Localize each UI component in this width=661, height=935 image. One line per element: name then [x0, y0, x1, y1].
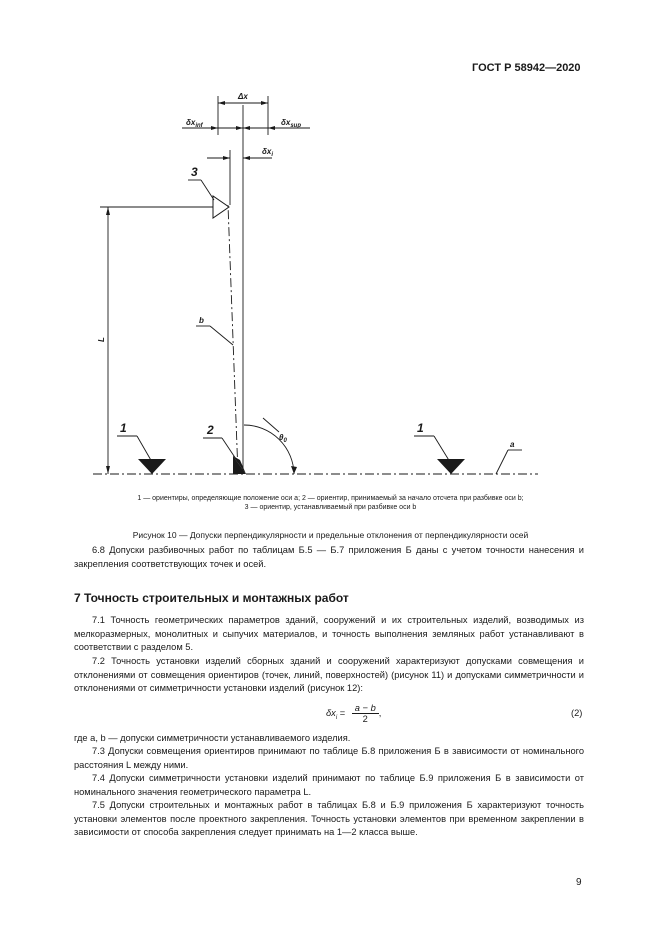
arrow [236, 126, 243, 130]
marker-label-1-right: 1 [417, 421, 424, 435]
arrow [106, 466, 110, 474]
axis-a-leader [496, 450, 508, 474]
axis-b-leader [210, 326, 233, 345]
paragraph-7-4: 7.4 Допуски симметричности установки изделий принимают по таблице Б.9 приложения Б в зависимости от номинального значения геометрического параметра L. [74, 773, 584, 797]
formula-2: $\delta x_i$ = $\frac{a - b}{2}$ , [326, 703, 382, 724]
arrow [211, 126, 218, 130]
label-dx: Δx [238, 92, 248, 101]
figure-caption: Рисунок 10 — Допуски перпендикулярности и предельные отклонения от перпендикулярности осей [132, 530, 529, 540]
figure-legend-line2: 3 — ориентир, устанавливаемый при разбивке оси b [244, 504, 417, 511]
label-dx-inf: $\delta x_{inf}$ [186, 118, 203, 129]
arrow [243, 156, 250, 160]
arrow [106, 207, 110, 215]
paragraph-7-2: 7.2 Точность установки изделий сборных зданий и сооружений характеризуют допусками совмещения и отклонениями от совмещения ориентиров (точек, линий, поверхностей) (рисунок 11) и допусками симметричности и отклонениями от симметричности установки изделий (рисунок 12): [74, 656, 584, 693]
marker-label-3: 3 [191, 165, 198, 179]
marker-1-right-orientir [437, 459, 465, 474]
marker-label-2: 2 [207, 423, 214, 437]
arrow [291, 466, 297, 474]
marker-label-1-left: 1 [120, 421, 127, 435]
axis-b-line [228, 205, 238, 474]
formula-number: (2) [571, 708, 583, 718]
arrow [218, 101, 225, 105]
marker-1-left-orientir [138, 459, 166, 474]
paragraph-7-3: 7.3 Допуски совмещения ориентиров принимают по таблице Б.8 приложения Б в зависимости от номинального расстояния L между ними. [74, 746, 584, 770]
angle-theta-arc [244, 425, 294, 474]
paragraph-6-8: 6.8 Допуски разбивочных работ по таблицам Б.5 — Б.7 приложения Б даны с учетом точности нанесения и закрепления соответствующих точек и осей. [74, 545, 584, 569]
label-theta: $\theta_0$ [279, 433, 287, 444]
section-7-title: 7 Точность строительных и монтажных работ [74, 591, 349, 605]
label-dx-i: $\delta x_i$ [262, 147, 274, 158]
paragraph-where: где a, b — допуски симметричности устанавливаемого изделия. [74, 733, 351, 743]
arrow [243, 126, 250, 130]
arrow [223, 156, 230, 160]
label-L: L [97, 337, 106, 342]
arrow [261, 101, 268, 105]
marker-3-orientir [213, 196, 229, 218]
label-a: a [510, 440, 515, 449]
page-number: 9 [576, 877, 582, 888]
label-b: b [199, 316, 204, 325]
document-id: ГОСТ Р 58942—2020 [472, 62, 581, 74]
figure-legend-line1: 1 — ориентиры, определяющие положение оси a; 2 — ориентир, принимаемый за начало отсчета при разбивке оси b; [137, 495, 524, 502]
label-dx-sup: $\delta x_{sup}$ [281, 118, 302, 129]
paragraph-7-1: 7.1 Точность геометрических параметров зданий, сооружений и их строительных изделий, возводимых из мелкоразмерных, монолитных и сыпучих материалов, и точность выполнения земляных работ устанавливают в соответствии с разделом 5. [74, 615, 584, 652]
arrow [268, 126, 275, 130]
paragraph-7-5: 7.5 Допуски строительных и монтажных работ в таблицах Б.8 и Б.9 приложения Б характеризуют точность установки элементов после проектного закрепления. Точность установки элементов при временном закреплении в зависимости от способа закрепления следует принимать на 1—2 класса выше. [74, 800, 584, 837]
